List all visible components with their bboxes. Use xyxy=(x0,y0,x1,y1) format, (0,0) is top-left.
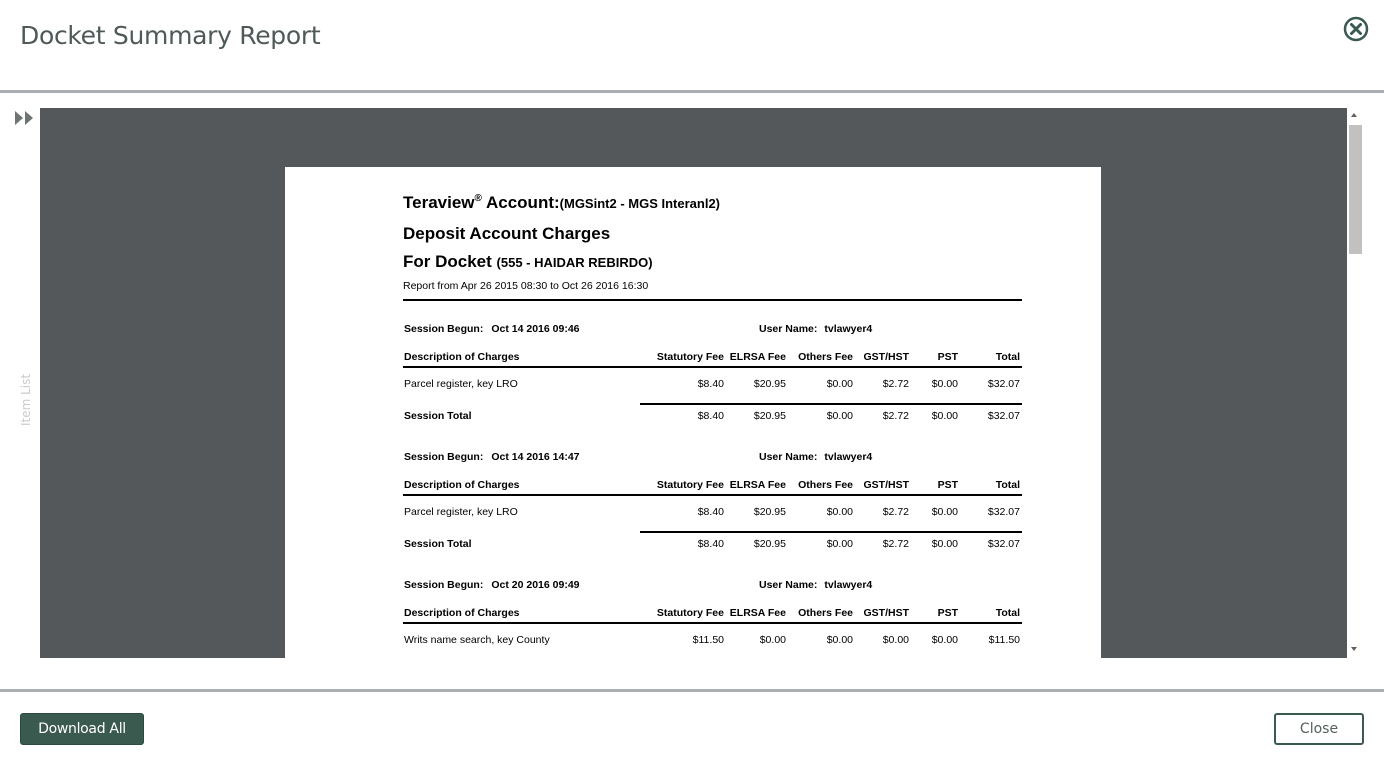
session-begun: Session Begun: Oct 14 2016 09:46 xyxy=(404,323,580,335)
session-begun: Session Begun: Oct 14 2016 14:47 xyxy=(404,451,580,463)
session-user: User Name: tvlawyer4 xyxy=(759,323,873,335)
table-header-row: Description of Charges Statutory Fee ELRSA Fee Others Fee GST/HST PST Total xyxy=(404,479,1020,491)
close-circle-icon xyxy=(1343,16,1369,42)
header-divider xyxy=(0,90,1384,93)
report-date-range: Report from Apr 26 2015 08:30 to Oct 26 2016 16:30 xyxy=(403,280,649,292)
session-block xyxy=(403,579,1022,658)
session-block xyxy=(403,323,1022,451)
report-title: Deposit Account Charges xyxy=(403,224,611,243)
scrollbar-thumb[interactable] xyxy=(1349,125,1362,254)
docket-heading: For Docket (555 - HAIDAR REBIRDO) xyxy=(403,252,653,271)
scroll-down-arrow[interactable] xyxy=(1351,647,1357,651)
footer-divider xyxy=(0,689,1384,692)
document-viewer[interactable] xyxy=(40,108,1347,658)
close-button[interactable]: Close xyxy=(1274,713,1364,745)
item-list-label[interactable]: Item List xyxy=(19,373,33,427)
table-row: Parcel register, key LRO $8.40 $20.95 $0.00 $2.72 $0.00 $32.07 xyxy=(404,378,1020,390)
table-row: Parcel register, key LRO $8.40 $20.95 $0.00 $2.72 $0.00 $32.07 xyxy=(404,506,1020,518)
table-header-rule xyxy=(403,366,1022,368)
table-header-rule xyxy=(403,494,1022,496)
heading-divider xyxy=(403,299,1022,301)
download-all-button[interactable]: Download All xyxy=(20,713,144,745)
report-page xyxy=(285,167,1101,658)
session-block xyxy=(403,451,1022,579)
session-total-row: Session Total $8.40 $20.95 $0.00 $2.72 $0.00 $32.07 xyxy=(404,410,1020,422)
table-header-row: Description of Charges Statutory Fee ELRSA Fee Others Fee GST/HST PST Total xyxy=(404,351,1020,363)
double-chevron-right-icon xyxy=(14,110,36,126)
total-rule xyxy=(640,531,1022,533)
account-heading: Teraview® Account:(MGSint2 - MGS Interanl2) xyxy=(403,193,720,212)
dialog-header xyxy=(0,0,1384,91)
table-header-row: Description of Charges Statutory Fee ELRSA Fee Others Fee GST/HST PST Total xyxy=(404,607,1020,619)
session-total-row: Session Total $8.40 $20.95 $0.00 $2.72 $0.00 $32.07 xyxy=(404,538,1020,550)
session-begun: Session Begun: Oct 20 2016 09:49 xyxy=(404,579,580,591)
page-title: Docket Summary Report xyxy=(20,21,321,50)
total-rule xyxy=(640,403,1022,405)
session-user: User Name: tvlawyer4 xyxy=(759,451,873,463)
table-row: Writs name search, key County $11.50 $0.00 $0.00 $0.00 $0.00 $11.50 xyxy=(404,634,1020,646)
expand-item-list-button[interactable] xyxy=(14,110,36,126)
close-dialog-button[interactable] xyxy=(1343,16,1369,42)
scroll-up-arrow[interactable] xyxy=(1351,113,1357,117)
table-header-rule xyxy=(403,622,1022,624)
session-user: User Name: tvlawyer4 xyxy=(759,579,873,591)
